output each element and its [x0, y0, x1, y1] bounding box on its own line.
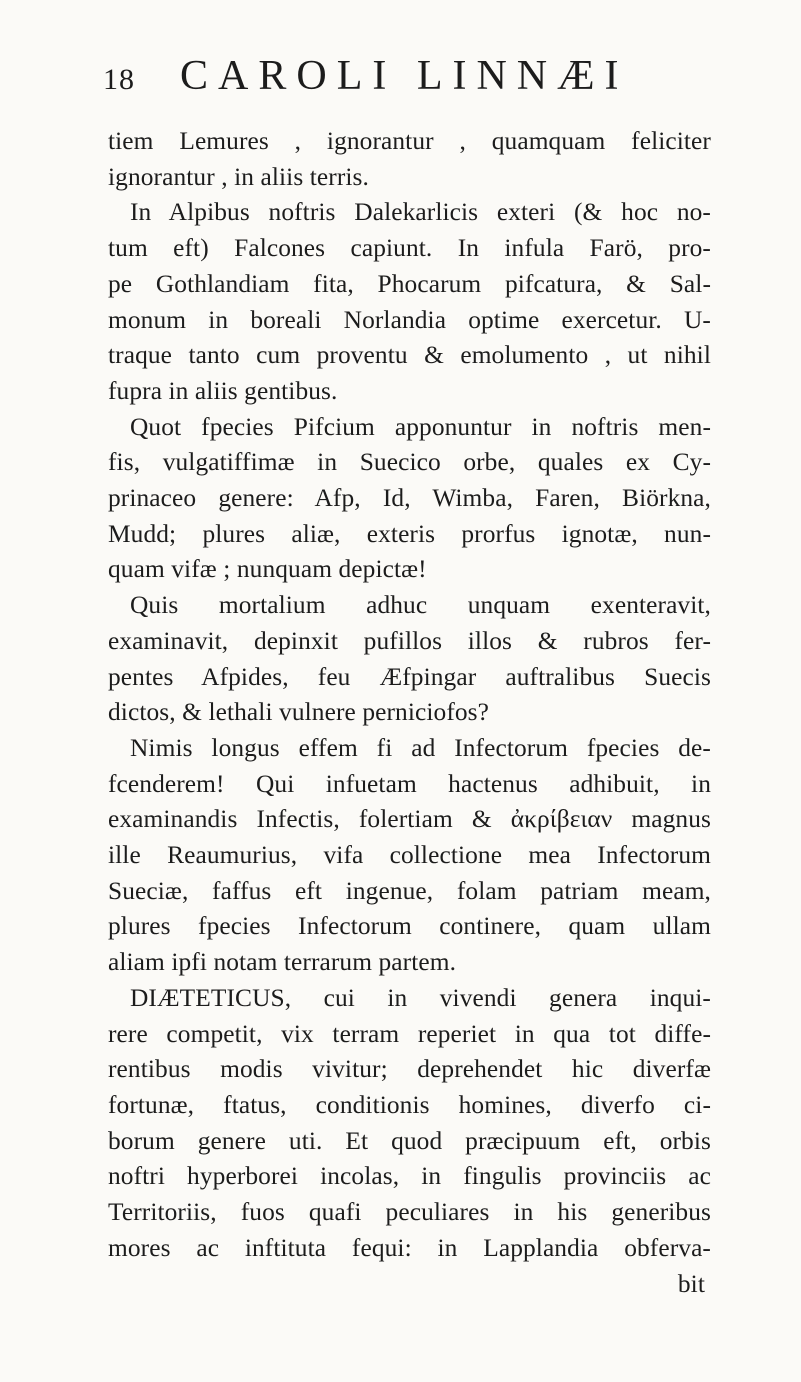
text-line: ille Reaumurius, vifa collectione mea Infectorum: [108, 841, 711, 870]
body-text: [108, 124, 711, 1302]
text-line: pe Gothlandiam fita, Phocarum pifcatura, & Sal-: [108, 269, 711, 298]
text-line: rentibus modis vivitur; deprehendet hic diverfæ: [108, 1055, 711, 1084]
page-number: 18: [103, 63, 135, 96]
text-line: Quis mortalium adhuc unquam exenteravit,: [130, 591, 711, 620]
text-line: traque tanto cum proventu & emolumento , ut nihil: [108, 341, 711, 370]
text-line: fcenderem! Qui infuetam hactenus adhibuit, in: [108, 769, 711, 798]
text-line: tiem Lemures , ignorantur , quamquam feliciter: [108, 127, 711, 155]
text-line: pentes Afpides, feu Æfpingar auftralibus Suecis: [108, 662, 711, 691]
text-line: rere competit, vix terram reperiet in qua tot diffe-: [108, 1019, 711, 1048]
text-line: ignorantur , in aliis terris.: [108, 162, 369, 191]
text-line: dictos, & lethali vulnere perniciofos?: [108, 698, 490, 727]
text-line: tum eft) Falcones capiunt. In infula Farö, pro-: [108, 234, 711, 263]
text-line: examinavit, depinxit pufillos illos & rubros fer-: [108, 626, 711, 655]
text-line: quam vifæ ; nunquam depictæ!: [108, 555, 427, 584]
text-line: borum genere uti. Et quod præcipuum eft, orbis: [108, 1126, 711, 1155]
text-line: Quot fpecies Pifcium apponuntur in noftris men-: [130, 412, 711, 441]
catchword: bit: [677, 1269, 705, 1298]
text-line: Territoriis, fuos quafi peculiares in his generibus: [108, 1198, 711, 1227]
text-line: monum in boreali Norlandia optime exercetur. U-: [108, 305, 711, 334]
text-line: In Alpibus noftris Dalekarlicis exteri (& hoc no-: [130, 198, 711, 227]
text-line: fis, vulgatiffimæ in Suecico orbe, quales ex Cy-: [108, 448, 711, 477]
text-line: mores ac inftituta fequi: in Lapplandia obferva-: [108, 1233, 711, 1262]
text-line: plures fpecies Infectorum continere, quam ullam: [108, 912, 711, 941]
text-line: fortunæ, ftatus, conditionis homines, diverfo ci-: [108, 1090, 711, 1119]
text-line: prinaceo genere: Afp, Id, Wimba, Faren, Biörkna,: [108, 484, 711, 513]
text-line: fupra in aliis gentibus.: [108, 376, 338, 405]
text-line: DIÆTETICUS, cui in vivendi genera inqui-: [130, 983, 711, 1012]
text-line: Nimis longus effem fi ad Infectorum fpecies de-: [130, 733, 711, 762]
running-head: [103, 52, 711, 99]
text-line: aliam ipfi notam terrarum partem.: [108, 948, 457, 977]
text-line: Sueciæ, faffus eft ingenue, folam patriam meam,: [108, 876, 711, 905]
text-line: examinandis Infectis, folertiam & ἀκρίβειαν magnus: [108, 805, 711, 834]
running-title: CAROLI LINNÆI: [180, 53, 629, 99]
text-line: Mudd; plures aliæ, exteris prorfus ignotæ, nun-: [108, 519, 711, 548]
text-line: noftri hyperborei incolas, in fingulis provinciis ac: [108, 1162, 711, 1191]
